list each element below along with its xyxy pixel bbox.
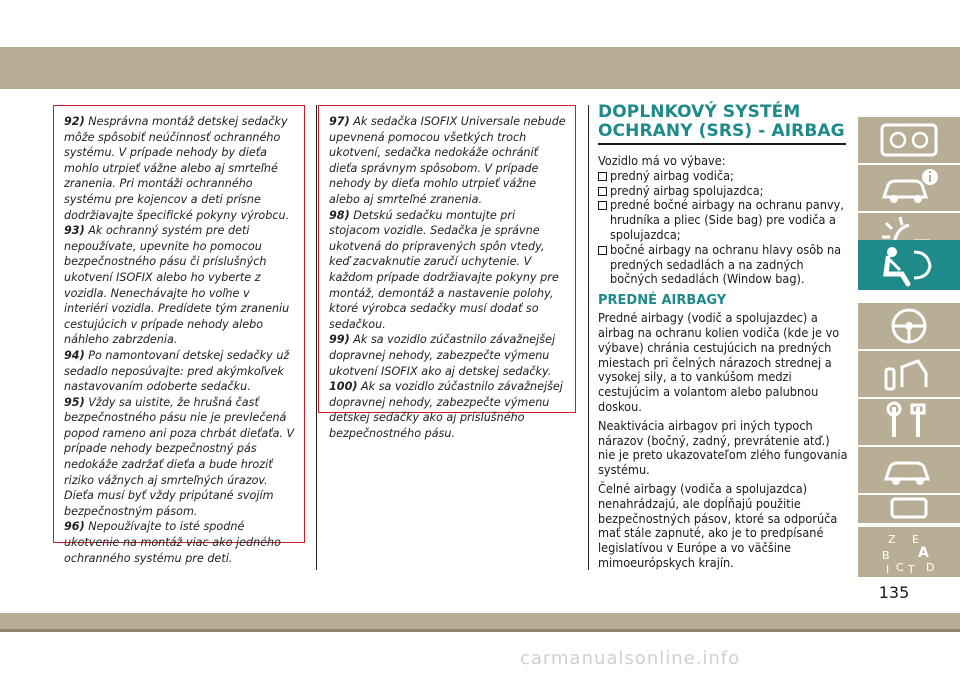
footer-bar: [0, 613, 960, 629]
list-item: predné bočné airbagy na ochranu panvy, hrudníka a pliec (Side bag) pre vodiča a spolujazdca;: [598, 198, 850, 242]
chapter-tab-multimedia[interactable]: [858, 495, 960, 523]
title-underline: [598, 143, 846, 145]
warning-item: 97) Ak sedačka ISOFIX Universale nebude upevnená pomocou všetkých troch ukotvení, sedačka nedokáže ochrániť dieťa správnym spôsobom. V prípade nehody by dieťa mohlo utrpieť vážne alebo aj smrteľné zranenia.: [329, 115, 566, 206]
chapter-tab-emergency[interactable]: [858, 351, 960, 397]
airbag-section: [598, 103, 850, 575]
intro-text: Vozidlo má vo výbave:: [598, 153, 726, 168]
technical-data-icon: [874, 447, 944, 493]
svg-text:Z: Z: [888, 533, 896, 546]
chapter-tab-index[interactable]: [858, 527, 960, 577]
warning-item: 100) Ak sa vozidlo zúčastnilo závažnejšej dopravnej nehody, zabezpečte výmenu detskej sedačky ako aj príslušného bezpečnostného pásu.: [329, 380, 563, 440]
warning-item: 95) Vždy sa uistite, že hrušná časť bezpečnostného pásu nie je prevlečená popod rameno ani poza chrbát dieťaťa. V prípade nehody bezpečnostný pás nedokáže zadržať dieťa a bude hroziť riziko vážnych aj smrteľných úrazov. Dieťa musí byť vždy pripútané svojím bezpečnostným pásom.: [64, 395, 295, 518]
list-item: predný airbag vodiča;: [598, 169, 850, 184]
checkbox-square-icon: [598, 201, 607, 210]
warning-item: 93) Ak ochranný systém pre deti nepoužívate, upevnite ho pomocou bezpečnostného pásu či príslušných ukotvení ISOFIX alebo ho vyberte z vozidla. Nenechávajte ho voľne v interiéri vozidla. Predídete tým zraneniu cestujúcich v prípade nehody alebo náhleho zabrzdenia.: [64, 224, 290, 347]
page-number: 135: [878, 583, 910, 602]
column-divider: [316, 105, 317, 570]
chapter-tab-starting-driving[interactable]: [858, 303, 960, 349]
seated-person-safety-icon: [874, 242, 944, 288]
svg-text:I: I: [886, 563, 890, 576]
svg-text:A: A: [918, 545, 929, 561]
list-item: predný airbag spolujazdca;: [598, 184, 850, 199]
checkbox-square-icon: [598, 172, 607, 181]
multimedia-icon: [874, 495, 944, 523]
warning-item: 96) Nepoužívajte to isté spodné ukotvenie na montáž viac ako jedného ochranného systému pre deti.: [64, 520, 281, 565]
svg-text:C: C: [896, 561, 904, 574]
warning-item: 98) Detskú sedačku montujte pri stojacom vozidle. Sedačka je správne ukotvená do pripravených spôn vtedy, keď zacvaknutie zaručí uchytenie. V každom prípade dodržiavajte pokyny pre montáž, demontáž a nastavenie polohy, ktoré výrobca sedačky musí dodať so sedačkou.: [329, 208, 559, 331]
svg-text:E: E: [912, 533, 919, 546]
chapter-tab-safety[interactable]: [858, 240, 960, 290]
footer-line: [0, 629, 960, 632]
svg-text:B: B: [882, 549, 890, 562]
checkbox-square-icon: [598, 187, 607, 196]
alphabet-index-icon: [874, 527, 944, 577]
section-title: DOPLNKOVÝ SYSTÉM OCHRANY (SRS) - AIRBAG: [598, 102, 845, 141]
paragraph: Čelné airbagy (vodiča a spolujazdca) nenahrádzajú, ale dopĺňajú použitie bezpečnostných pásov, ktoré sa odporúča mať stále zapnuté, ako je to predpísané legislatívou v Európe a vo väčšine mimoeurópskych krajín.: [598, 480, 838, 570]
paragraph: Predné airbagy (vodič a spolujazdec) a airbag na ochranu kolien vodiča (kde je vo výbave) chránia cestujúcich na predných miestach pri čelných nárazoch strednej a vysokej sily, a to vankúšom medzi cestujúcim a volantom alebo palubnou doskou.: [598, 310, 840, 414]
checkbox-square-icon: [598, 246, 607, 255]
watermark: carmanualsonline.info: [520, 648, 741, 669]
header-bar: [0, 47, 960, 89]
warning-item: 92) Nesprávna montáž detskej sedačky môže spôsobiť neúčinnosť ochranného systému. V prípade nehody by dieťa mohlo utrpieť vážne alebo aj smrteľné zranenia. Pri montáži ochranného systému pre kojencov a deti prísne dodržiavajte špecifické pokyny výrobcu.: [64, 115, 290, 222]
top-margin: [0, 0, 960, 47]
warning-box-left: [53, 105, 305, 565]
warning-item: 94) Po namontovaní detskej sedačky už sedadlo neposúvajte: pred akýmkoľvek nastavovaním odoberte sedačku.: [64, 348, 290, 394]
warning-item: 99) Ak sa vozidlo zúčastnilo závažnejšej dopravnej nehody, zabezpečte výmenu ukotvení ISOFIX ako aj detskej sedačky.: [329, 333, 556, 378]
car-info-icon: [874, 165, 944, 211]
subheading: PREDNÉ AIRBAGY: [598, 293, 727, 309]
list-item: bočné airbagy na ochranu hlavy osôb na predných sedadlách a na zadných bočných sedadlách (Window bag).: [598, 243, 850, 287]
chapter-tab-servicing[interactable]: [858, 399, 960, 445]
roadside-assistance-icon: [874, 351, 944, 397]
svg-text:T: T: [908, 563, 915, 576]
column-divider: [588, 105, 589, 570]
equipment-list: [598, 169, 850, 287]
chapter-tab-technical-data[interactable]: [858, 447, 960, 493]
wrench-tools-icon: [874, 399, 944, 445]
paragraph: Neaktivácia airbagov pri iných typoch nárazov (bočný, zadný, prevrátenie atď.) nie je preto ukazovateľom zlého fungovania systému.: [598, 417, 848, 478]
steering-wheel-icon: [874, 303, 944, 349]
chapter-tab-dashboard[interactable]: [858, 117, 960, 163]
car-dashboard-icon: [874, 117, 944, 163]
svg-text:D: D: [926, 561, 935, 574]
warning-box-middle: [318, 105, 576, 440]
chapter-tab-getting-to-know[interactable]: [858, 165, 960, 211]
